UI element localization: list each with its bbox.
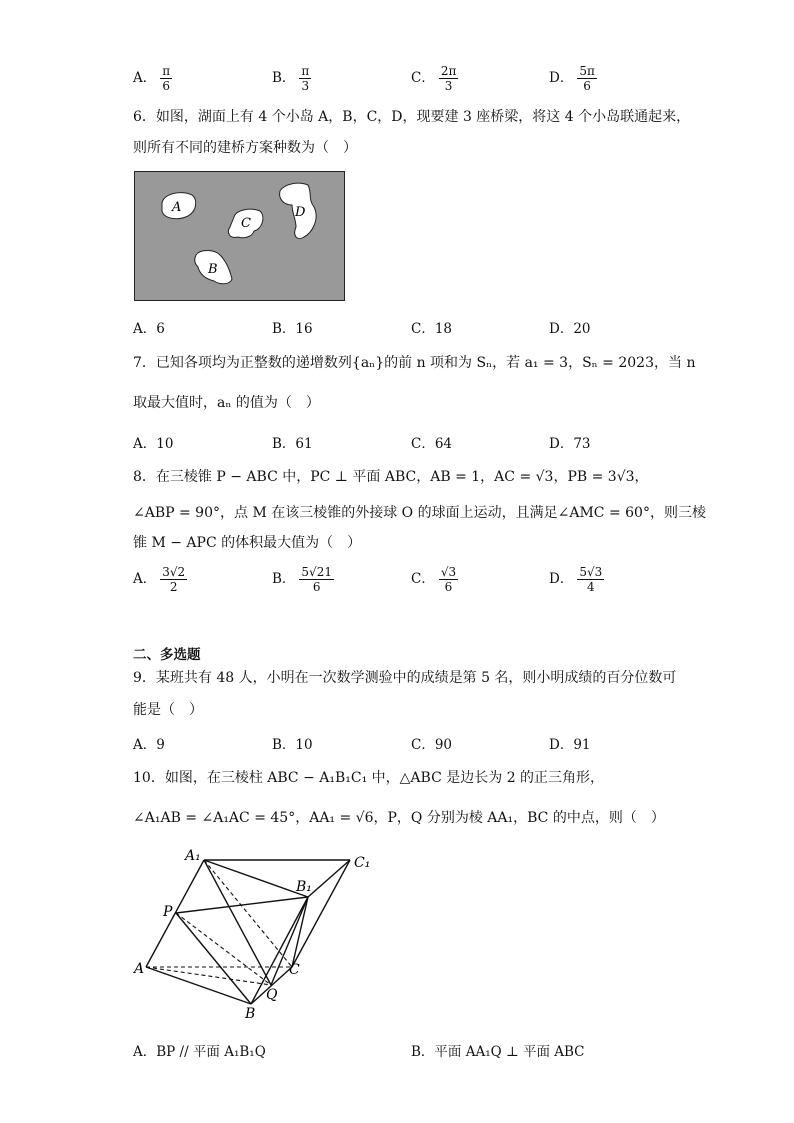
- label-q: Q: [266, 987, 278, 1003]
- label-b1: B₁: [296, 879, 312, 895]
- q7-line-2: 取最大值时，aₙ 的值为（ ）: [133, 395, 320, 411]
- fraction: [299, 565, 334, 594]
- section-title: 二、多选题: [133, 647, 201, 663]
- island-label-d: D: [295, 205, 306, 220]
- label-a1: A₁: [185, 848, 201, 864]
- q7-line-1: 7．已知各项均为正整数的递增数列{aₙ}的前 n 项和为 Sₙ，若 a₁ = 3，Sₙ = 2023，当 n: [133, 355, 696, 371]
- lake-islands-figure: [134, 171, 345, 301]
- label-a: A: [134, 961, 145, 977]
- q5-option-d: [549, 64, 597, 93]
- q9-option-d: D．91: [549, 737, 591, 753]
- denominator: 6: [444, 580, 453, 594]
- q8-line-1: 8．在三棱锥 P − ABC 中，PC ⊥ 平面 ABC，AB = 1，AC = √3，PB = 3√3，: [133, 469, 649, 485]
- denominator: 4: [586, 580, 595, 594]
- q8-option-b: [272, 565, 334, 594]
- q6-option-b: B．16: [272, 321, 313, 337]
- q9-option-a: A．9: [133, 737, 165, 753]
- denominator: 6: [162, 79, 171, 93]
- q6-option-d: D．20: [549, 321, 591, 337]
- denominator: 6: [583, 79, 591, 93]
- fraction: [577, 64, 597, 93]
- q5-option-b: [272, 64, 311, 93]
- q6-option-a: A．6: [133, 321, 165, 337]
- denominator: 3: [301, 79, 310, 93]
- q5-option-c: [411, 64, 458, 93]
- numerator: 2π: [440, 64, 457, 78]
- q10-option-a: A．BP // 平面 A₁B₁Q: [133, 1044, 266, 1060]
- q6-line-1: 6．如图，湖面上有 4 个小岛 A，B，C，D，现要建 3 座桥梁，将这 4 个小岛联通起来，: [133, 109, 691, 125]
- option-label: B．: [272, 571, 296, 587]
- label-c: C: [289, 962, 300, 978]
- prism-figure: [130, 845, 380, 1023]
- island-label-a: A: [172, 200, 182, 215]
- numerator: 5√3: [579, 565, 603, 579]
- option-label: A．: [133, 70, 157, 86]
- q10-line-1: 10．如图，在三棱柱 ABC − A₁B₁C₁ 中，△ABC 是边长为 2 的正三角形，: [133, 770, 605, 786]
- q8-line-3: 锥 M − APC 的体积最大值为（ ）: [133, 535, 362, 551]
- island-label-b: B: [208, 262, 218, 277]
- numerator: 3√2: [162, 565, 186, 579]
- q8-line-2: ∠ABP = 90°，点 M 在该三棱锥的外接球 O 的球面上运动，且满足∠AMC = 60°，则三棱: [133, 505, 706, 521]
- option-label: D．: [549, 571, 574, 587]
- q9-line-2: 能是（ ）: [133, 702, 203, 718]
- option-label: B．: [272, 70, 296, 86]
- denominator: 6: [312, 580, 321, 594]
- q10-option-b: B．平面 AA₁Q ⊥ 平面 ABC: [411, 1044, 585, 1060]
- label-c1: C₁: [354, 855, 371, 871]
- fraction: [160, 565, 187, 594]
- q6-option-c: C．18: [411, 321, 453, 337]
- numerator: π: [162, 64, 171, 78]
- denominator: 2: [169, 580, 178, 594]
- fraction: [299, 64, 311, 93]
- fraction: [439, 64, 459, 93]
- numerator: 5π: [579, 64, 595, 78]
- label-b: B: [245, 1006, 256, 1022]
- q7-option-d: D．73: [549, 436, 591, 452]
- island-label-c: C: [241, 216, 251, 231]
- q9-option-b: B．10: [272, 737, 313, 753]
- q8-option-d: [549, 565, 604, 594]
- option-label: C．: [411, 70, 435, 86]
- q5-option-a: [133, 64, 172, 93]
- fraction: [577, 565, 604, 594]
- denominator: 3: [444, 79, 453, 93]
- numerator: π: [301, 64, 310, 78]
- q6-line-2: 则所有不同的建桥方案种数为（ ）: [133, 140, 357, 156]
- numerator: √3: [440, 565, 457, 579]
- q7-option-c: C．64: [411, 436, 453, 452]
- q8-option-c: [411, 565, 458, 594]
- option-label: D．: [549, 70, 574, 86]
- numerator: 5√21: [301, 565, 332, 579]
- fraction: [439, 565, 458, 594]
- label-p: P: [163, 904, 173, 920]
- q10-line-2: ∠A₁AB = ∠A₁AC = 45°，AA₁ = √6，P，Q 分别为棱 AA₁，BC 的中点，则（ ）: [133, 810, 665, 826]
- fraction: [160, 64, 172, 93]
- q7-option-a: A．10: [133, 436, 174, 452]
- q7-option-b: B．61: [272, 436, 313, 452]
- option-label: A．: [133, 571, 157, 587]
- q8-option-a: [133, 565, 187, 594]
- q9-option-c: C．90: [411, 737, 453, 753]
- option-label: C．: [411, 571, 435, 587]
- q9-line-1: 9．某班共有 48 人，小明在一次数学测验中的成绩是第 5 名，则小明成绩的百分位数可: [133, 670, 677, 686]
